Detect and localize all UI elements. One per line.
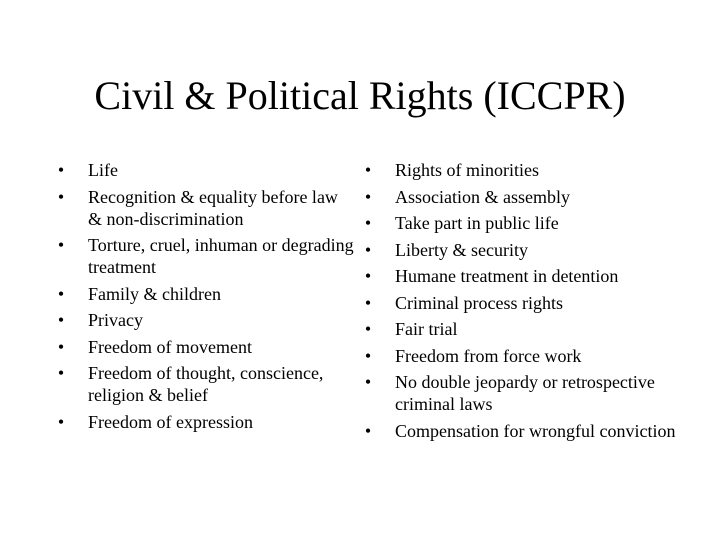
list-item-text: Take part in public life [395, 213, 559, 233]
bullet-icon: • [57, 310, 65, 330]
list-item [362, 292, 692, 314]
list-item [55, 283, 355, 305]
bullet-icon: • [364, 420, 372, 441]
list-item-text: Liberty & security [395, 239, 528, 260]
list-item-text: Rights of minorities [395, 160, 539, 180]
list-item-text: Humane treatment in detention [395, 266, 619, 286]
slide-title: Civil & Political Rights (ICCPR) [94, 73, 626, 118]
list-item [55, 234, 355, 278]
list-item-text: Freedom of movement [88, 336, 252, 357]
list-item-text: Association & assembly [395, 186, 570, 207]
right-bullet-list [362, 159, 692, 446]
bullet-icon: • [364, 266, 372, 286]
bullet-icon: • [57, 160, 65, 180]
list-item-text: Life [88, 160, 118, 180]
list-item [362, 265, 692, 287]
bullet-icon: • [364, 213, 372, 233]
list-item-text: Freedom from force work [395, 345, 582, 366]
list-item-text: Torture, cruel, inhuman or degrading treatment [88, 235, 354, 277]
list-item [362, 371, 692, 415]
bullet-icon: • [57, 363, 65, 383]
bullet-icon: • [57, 235, 65, 255]
list-item-text: Family & children [88, 283, 221, 304]
list-item [362, 186, 692, 208]
list-item-text: Freedom of expression [88, 411, 253, 432]
bullet-icon: • [364, 292, 372, 313]
bullet-icon: • [364, 186, 372, 207]
list-item-text: Compensation for wrongful conviction [395, 420, 676, 441]
list-item [362, 345, 692, 367]
list-item [55, 159, 355, 181]
list-item [55, 186, 355, 230]
list-item [362, 420, 692, 442]
bullet-icon: • [57, 411, 65, 432]
bullet-icon: • [364, 319, 372, 339]
list-item-text: Criminal process rights [395, 292, 563, 313]
list-item-text: Fair trial [395, 319, 458, 339]
list-item-text: Privacy [88, 310, 143, 330]
bullet-icon: • [364, 345, 372, 366]
bullet-icon: • [57, 336, 65, 357]
bullet-icon: • [364, 372, 372, 392]
list-item [362, 159, 692, 181]
bullet-icon: • [57, 186, 65, 207]
bullet-icon: • [364, 160, 372, 180]
list-item [55, 362, 355, 406]
list-item-text: Recognition & equality before law & non-discrimination [88, 186, 338, 229]
list-item-text: Freedom of thought, conscience, religion & belief [88, 363, 324, 405]
list-item [362, 239, 692, 261]
bullet-icon: • [364, 239, 372, 260]
left-bullet-list [55, 159, 355, 437]
bullet-icon: • [57, 283, 65, 304]
list-item [55, 336, 355, 358]
list-item [362, 212, 692, 234]
list-item-text: No double jeopardy or retrospective criminal laws [395, 372, 655, 414]
list-item [55, 411, 355, 433]
list-item [55, 309, 355, 331]
list-item [362, 318, 692, 340]
